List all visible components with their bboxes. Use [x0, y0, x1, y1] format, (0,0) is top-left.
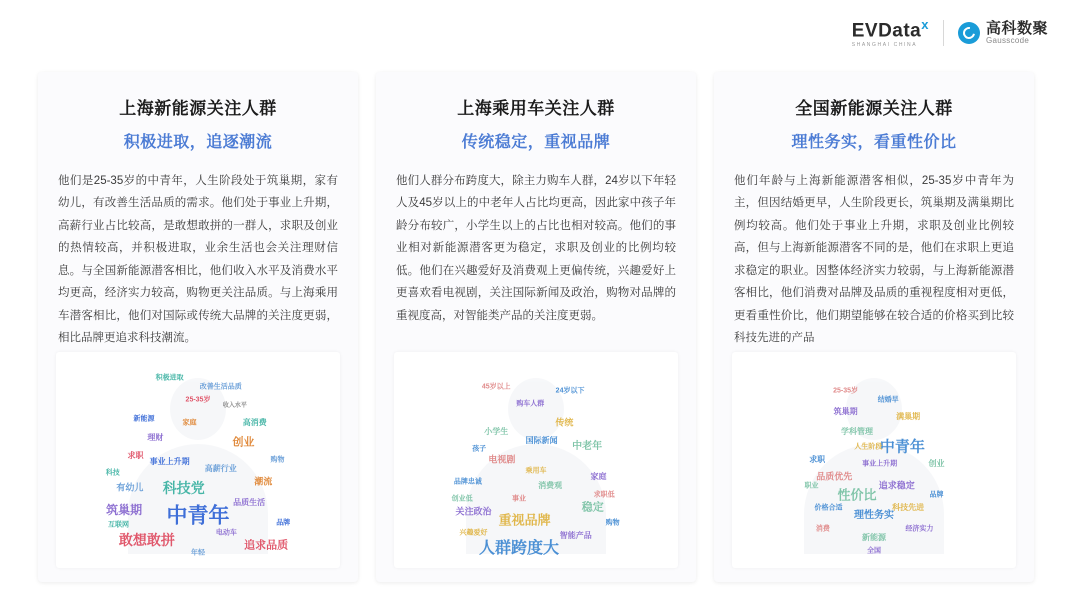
wordcloud-word: 求职 [127, 450, 144, 460]
wordcloud-word: 24岁以下 [555, 387, 585, 395]
wordcloud-word: 电动车 [215, 529, 237, 537]
wordcloud-word: 科技 [105, 469, 120, 477]
wordcloud-word: 品牌 [276, 519, 291, 527]
wordcloud-word: 消费 [815, 525, 830, 533]
card-title: 全国新能源关注人群 [795, 99, 953, 118]
wordcloud-word: 25-35岁 [833, 387, 859, 395]
wordcloud-word: 理性务实 [854, 510, 894, 522]
evdata-logo-tagline: SHANGHAI CHINA [851, 42, 918, 49]
persona-card [714, 72, 1034, 582]
wordcloud-word: 孩子 [472, 445, 487, 453]
wordcloud-word: 品牌 [929, 491, 944, 499]
wordcloud-word: 45岁以上 [481, 383, 511, 391]
wordcloud-word: 有幼儿 [116, 482, 144, 493]
wordcloud-word: 重视品牌 [498, 512, 551, 528]
wordcloud-word: 经济实力 [905, 525, 934, 533]
wordcloud-word: 年轻 [191, 549, 205, 557]
wordcloud [56, 352, 340, 568]
wordcloud-word: 购物 [605, 519, 620, 527]
wordcloud-word: 收入水平 [222, 403, 247, 409]
gausscode-logo [958, 21, 1048, 45]
wordcloud-word: 家庭 [182, 419, 197, 427]
wordcloud-word: 人群跨度大 [478, 539, 559, 557]
wordcloud-word: 满巢期 [896, 411, 921, 421]
wordcloud-word: 小学生 [484, 426, 509, 436]
card-list [38, 72, 1034, 582]
wordcloud-word: 积极进取 [155, 374, 184, 382]
persona-card [38, 72, 358, 582]
wordcloud-word: 国际新闻 [525, 435, 558, 445]
wordcloud-word: 高消费 [242, 418, 267, 428]
wordcloud-word: 中青年 [879, 438, 925, 456]
gausscode-name-cn: 高科数聚 [985, 20, 1048, 38]
wordcloud-word: 关注政治 [455, 506, 492, 517]
card-subtitle: 理性务实，看重性价比 [791, 134, 957, 151]
wordcloud-word: 购车人群 [516, 400, 545, 408]
wordcloud-word: 事业上升期 [862, 460, 898, 468]
gausscode-mark-icon [958, 22, 980, 44]
logo-divider [943, 20, 944, 46]
wordcloud-word: 高薪行业 [204, 463, 237, 473]
wordcloud-word: 学科管理 [840, 426, 873, 436]
wordcloud-word: 科技党 [162, 480, 205, 497]
gausscode-name-en: Gausscode [985, 35, 1030, 45]
wordcloud-word: 求职低 [593, 491, 615, 499]
wordcloud-word: 新能源 [133, 415, 155, 423]
wordcloud-word: 追求品质 [244, 539, 289, 552]
wordcloud-word: 中老年 [572, 441, 603, 453]
card-body-text: 他们年龄与上海新能源潜客相似，25-35岁中青年为主，但因结婚更早，人生阶段更长，筑巢期及满巢期比例均较高。他们处于事业上升期，求职及创业比例较高，但与上海新能源潜客不同的是，他们在求职上更追求稳定的职业。因整体经济实力较弱，与上海新能源潜客相比，他们消费对品牌及品质的重视程度相对更低，更看重性价比，他们期望能够在较合适的价格买到比较科技先进的产品 [734, 175, 1014, 344]
card-body-text: 他们人群分布跨度大，除主力购车人群，24岁以下年轻人及45岁以上的中老年人占比均更高，因此家中孩子年龄分布较广，小学生以上的占比也相对较高。他们的事业相对新能源潜客更为稳定，求职及创业的比例均较低。他们在兴趣爱好及消费观上更偏传统，兴趣爱好上更喜欢看电视剧，关注国际新闻及政治，购物对品牌的重视度高，对智能类产品的关注度更弱。 [396, 175, 676, 322]
wordcloud-word: 互联网 [107, 521, 129, 529]
wordcloud-word: 购物 [270, 456, 285, 464]
wordcloud-word: 筑巢期 [833, 407, 858, 417]
wordcloud-word: 追求稳定 [878, 480, 915, 491]
wordcloud-word: 智能产品 [559, 530, 592, 540]
wordcloud-word: 潮流 [254, 476, 273, 487]
card-title: 上海乘用车关注人群 [457, 99, 615, 118]
wordcloud-word: 电视剧 [488, 454, 516, 465]
evdata-logo-ev: EV [851, 20, 879, 42]
evdata-logo-data: Data [878, 20, 922, 42]
wordcloud-word: 价格合适 [814, 504, 843, 512]
wordcloud-word: 品牌忠诚 [453, 478, 482, 486]
wordcloud [394, 352, 678, 568]
wordcloud-word: 事业上升期 [149, 457, 190, 467]
wordcloud-word: 人生阶段 [854, 443, 883, 451]
wordcloud-panel [732, 352, 1016, 568]
wordcloud-panel [394, 352, 678, 568]
wordcloud-word: 乘用车 [525, 467, 547, 475]
wordcloud-word: 敢想敢拼 [118, 531, 175, 548]
persona-card [376, 72, 696, 582]
wordcloud-word: 创业低 [451, 495, 473, 503]
wordcloud-word: 事业 [511, 495, 526, 503]
gausscode-logo-text [986, 21, 1048, 45]
wordcloud-word: 新能源 [862, 532, 886, 542]
wordcloud-word: 创业 [232, 436, 255, 449]
wordcloud-word: 传统 [555, 417, 574, 428]
card-subtitle: 积极进取，追逐潮流 [123, 134, 273, 151]
wordcloud-word: 创业 [928, 459, 945, 469]
card-subtitle: 传统稳定，重视品牌 [461, 134, 611, 151]
wordcloud-word: 兴趣爱好 [459, 529, 488, 537]
wordcloud-word: 品质生活 [233, 498, 266, 508]
evdata-logo-superscript: x [921, 17, 929, 32]
wordcloud-word: 职业 [804, 482, 819, 490]
card-body-text: 他们是25-35岁的中青年，人生阶段处于筑巢期，家有幼儿，有改善生活品质的需求。他们处于事业上升期，高薪行业占比较高，是敢想敢拼的一群人，求职及创业的热情较高，并积极进取，业余生活也会关注理财信息。与全国新能源潜客相比，他们收入水平及消费水平均更高，经济实力较高，购物更关注品质。与上海乘用车潜客相比，他们对国际或传统大品牌的关注度更弱，相比品牌更追求科技潮流。 [58, 175, 338, 344]
wordcloud-word: 筑巢期 [106, 502, 143, 517]
evdata-logo-text [852, 18, 929, 40]
wordcloud-word: 消费观 [538, 480, 563, 490]
wordcloud-panel [56, 352, 340, 568]
wordcloud-word: 理财 [147, 433, 164, 443]
wordcloud-word: 性价比 [837, 487, 877, 503]
wordcloud-word: 中青年 [166, 504, 230, 528]
wordcloud-word: 改善生活品质 [199, 383, 242, 391]
wordcloud-word: 品质优先 [816, 471, 853, 482]
wordcloud-word: 稳定 [581, 501, 604, 514]
evdata-logo [852, 18, 929, 48]
wordcloud [732, 352, 1016, 568]
header-logos [852, 18, 1048, 48]
wordcloud-word: 科技先进 [892, 502, 925, 512]
wordcloud-word: 家庭 [590, 472, 607, 482]
wordcloud-word: 全国 [867, 547, 881, 555]
wordcloud-word: 求职 [809, 455, 826, 464]
wordcloud-word: 结婚早 [877, 396, 899, 404]
wordcloud-word: 25-35岁 [185, 396, 211, 404]
card-title: 上海新能源关注人群 [119, 99, 277, 118]
